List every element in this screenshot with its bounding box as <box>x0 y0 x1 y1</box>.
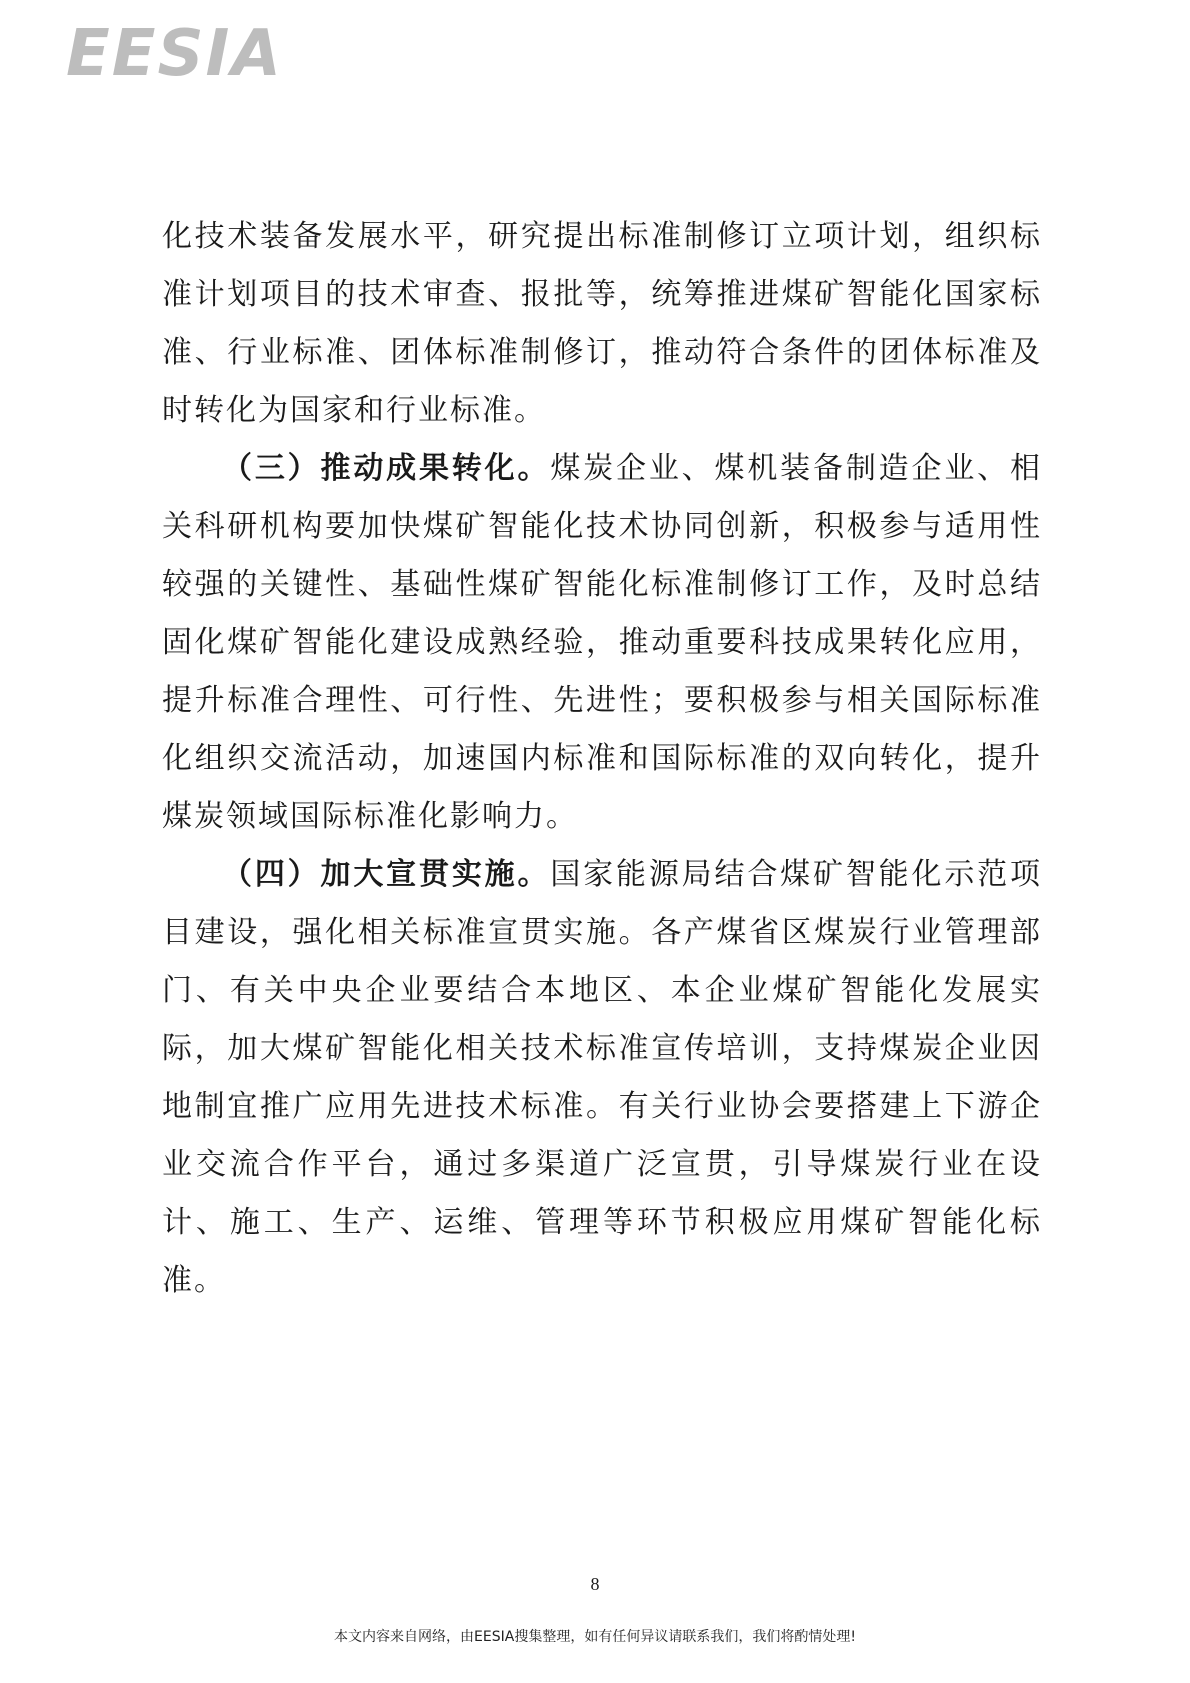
section-heading-3: （三）推动成果转化。 <box>222 451 551 486</box>
page-number: 8 <box>590 1574 600 1594</box>
section-body-3: 煤炭企业、煤机装备制造企业、相关科研机构要加快煤矿智能化技术协同创新，积极参与适用性较强的关键性、基础性煤矿智能化标准制修订工作，及时总结固化煤矿智能化建设成熟经验，推动重要科技成果转化应用，提升标准合理性、可行性、先进性；要积极参与相关国际标准化组织交流活动，加速国内标准和国际标准的双向转化，提升煤炭领域国际标准化影响力。 <box>162 451 1043 834</box>
section-heading-4: （四）加大宣贯实施。 <box>222 857 551 892</box>
footer-disclaimer: 本文内容来自网络，由EESIA搜集整理，如有任何异议请联系我们，我们将酌情处理! <box>334 1629 856 1645</box>
section-paragraph-3 <box>162 440 1042 846</box>
section-paragraph-4 <box>162 846 1042 1310</box>
document-body <box>162 208 1042 1310</box>
section-body-4: 国家能源局结合煤矿智能化示范项目建设，强化相关标准宣贯实施。各产煤省区煤炭行业管理部门、有关中央企业要结合本地区、本企业煤矿智能化发展实际，加大煤矿智能化相关技术标准宣传培训，支持煤炭企业因地制宜推广应用先进技术标准。有关行业协会要搭建上下游企业交流合作平台，通过多渠道广泛宣贯，引导煤炭行业在设计、施工、生产、运维、管理等环节积极应用煤矿智能化标准。 <box>162 857 1043 1298</box>
eesia-logo: EESIA <box>66 17 283 91</box>
continuation-paragraph: 化技术装备发展水平，研究提出标准制修订立项计划，组织标准计划项目的技术审查、报批等，统筹推进煤矿智能化国家标准、行业标准、团体标准制修订，推动符合条件的团体标准及时转化为国家和行业标准。 <box>162 219 1042 428</box>
